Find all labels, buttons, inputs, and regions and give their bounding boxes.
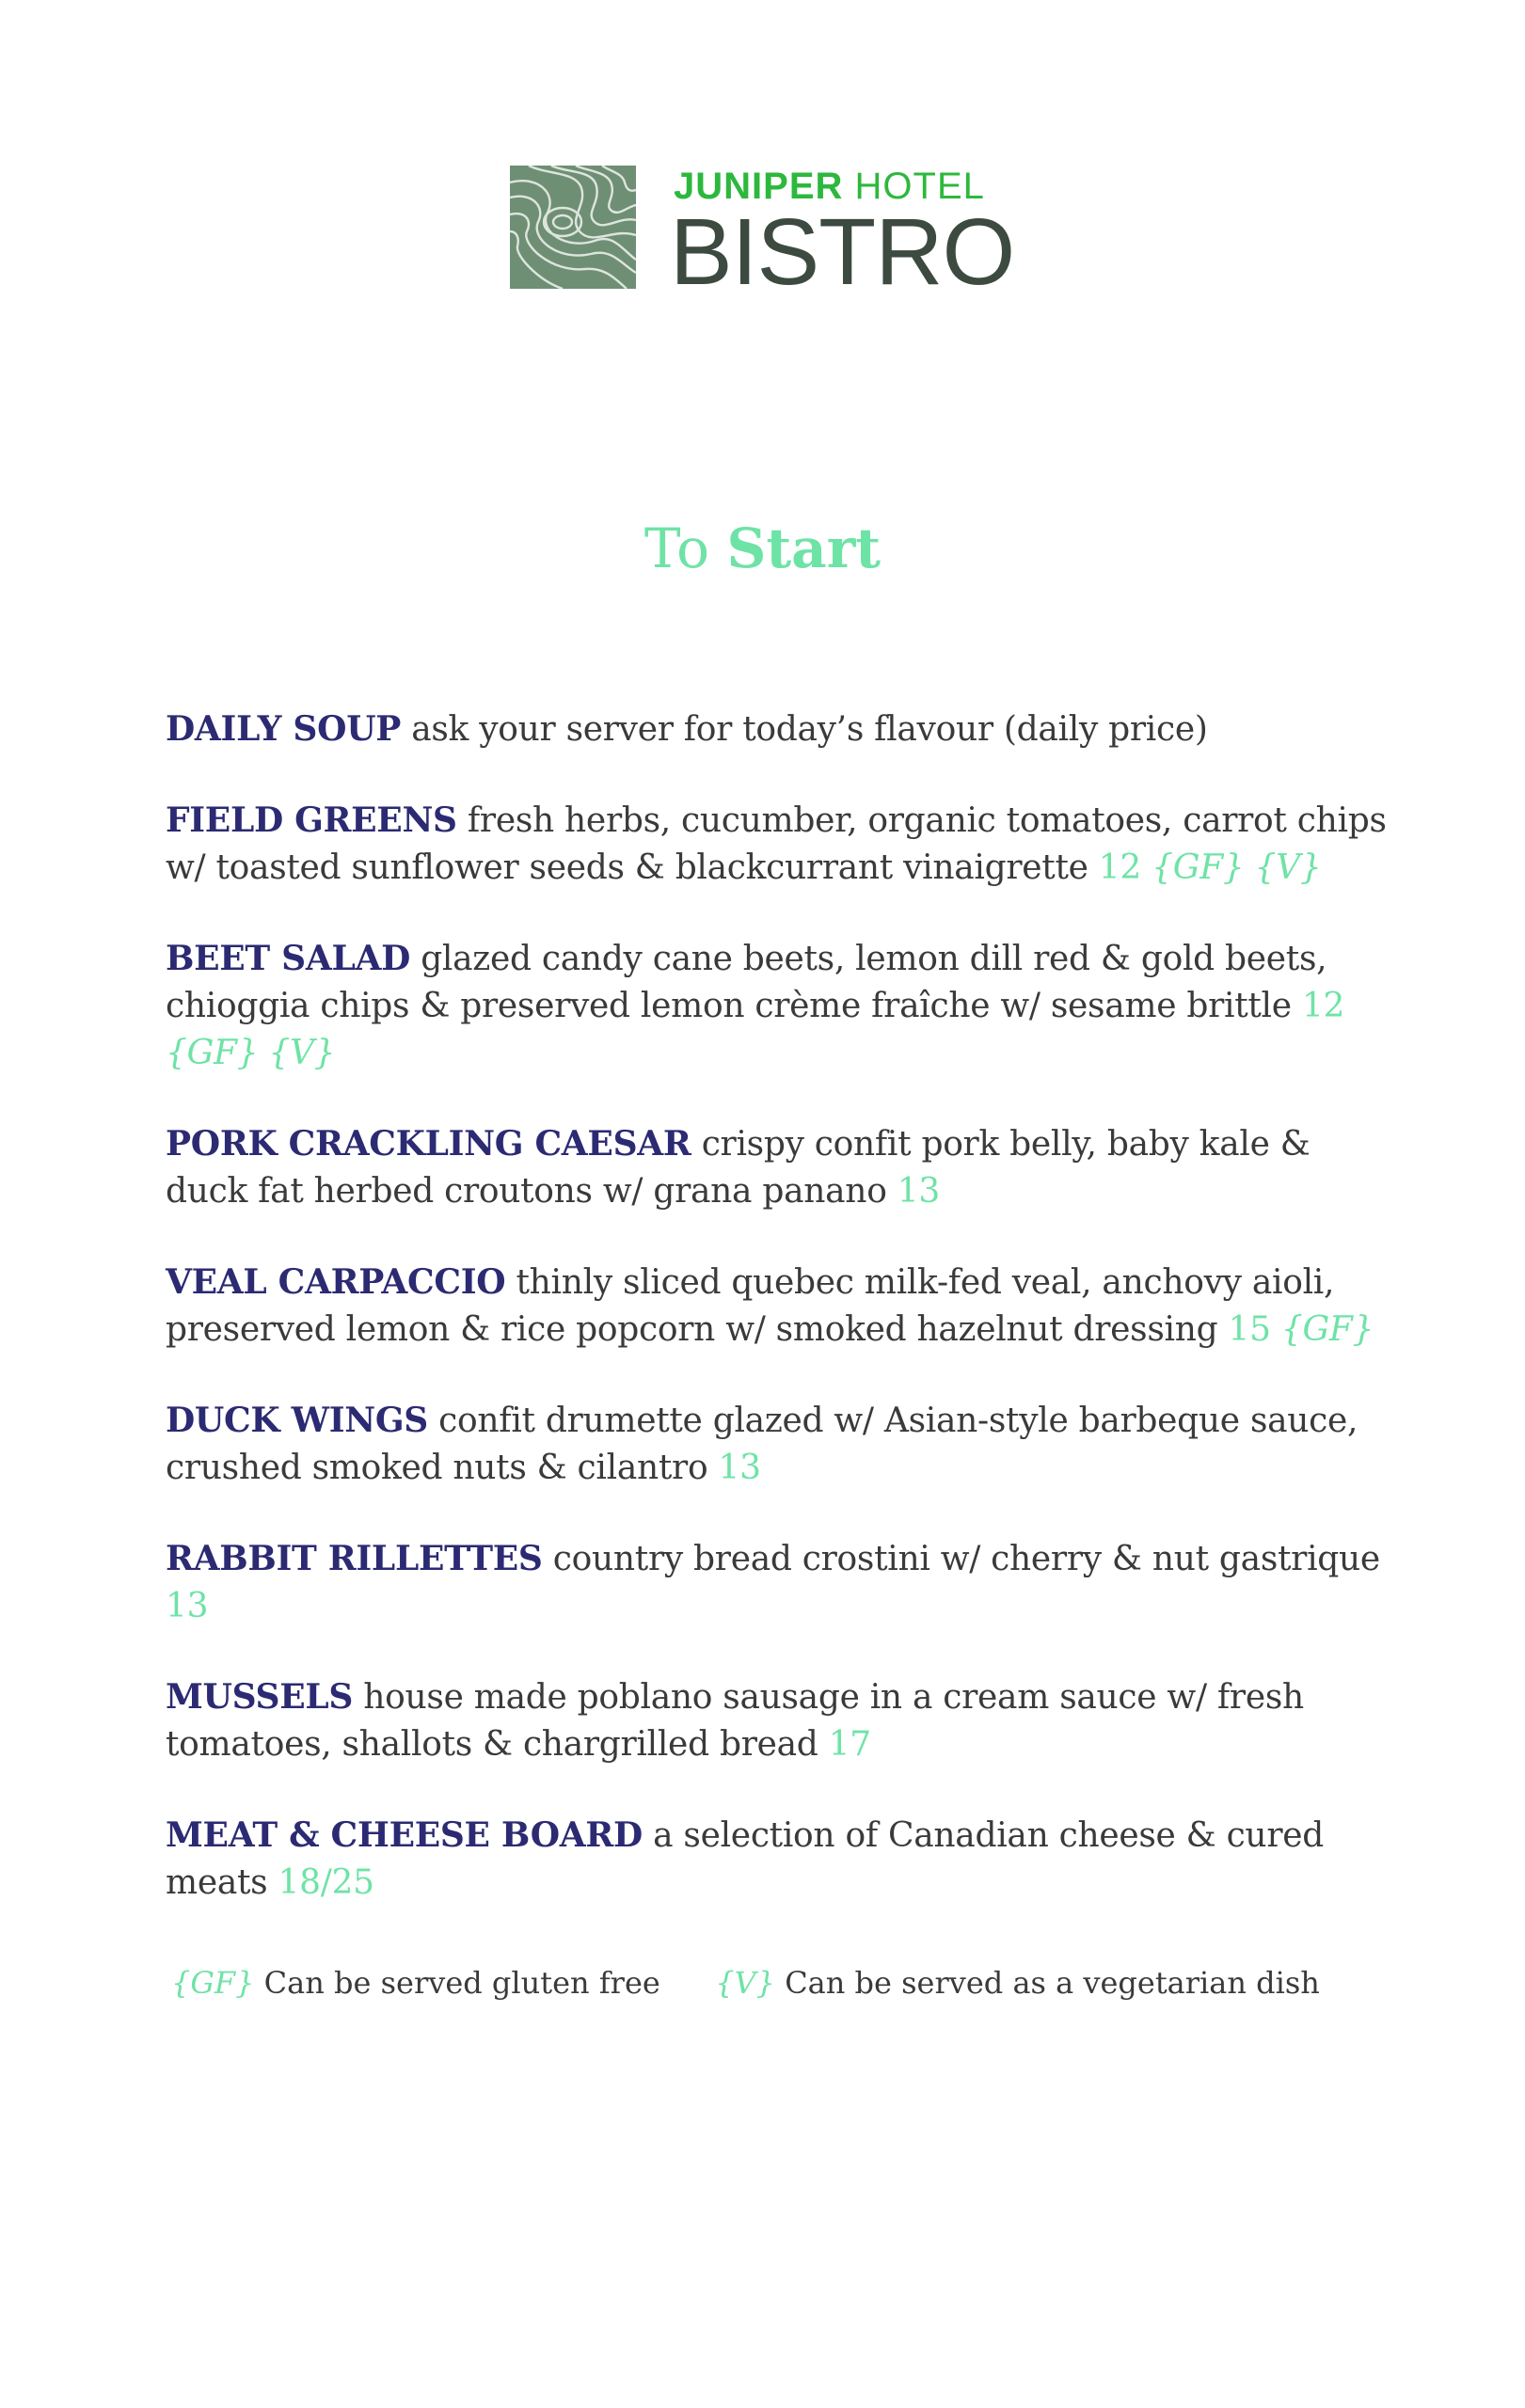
item-name: RABBIT RILLETTES bbox=[166, 1539, 543, 1578]
item-price: 17 bbox=[828, 1725, 871, 1764]
item-name: MEAT & CHEESE BOARD bbox=[166, 1815, 643, 1855]
menu-item-pork-crackling-caesar bbox=[166, 1120, 1389, 1215]
item-price: 15 bbox=[1228, 1310, 1271, 1349]
menu-list bbox=[166, 705, 1389, 1950]
item-description: country bread crostini w/ cherry & nut gastrique bbox=[552, 1540, 1380, 1578]
item-name: BEET SALAD bbox=[166, 939, 411, 978]
item-price: 13 bbox=[897, 1172, 940, 1211]
item-description: glazed candy cane beets, lemon dill red & gold beets, chioggia chips & preserved lemon crème fraîche w/ sesame brittle bbox=[166, 940, 1327, 1025]
brand-header bbox=[510, 164, 1018, 305]
menu-item-mussels bbox=[166, 1673, 1389, 1768]
item-name: MUSSELS bbox=[166, 1677, 354, 1717]
item-price: 12 bbox=[1301, 987, 1345, 1025]
item-description: fresh herbs, cucumber, organic tomatoes, carrot chips w/ toasted sunflower seeds & blackcurrant vinaigrette bbox=[166, 801, 1387, 887]
menu-item-beet-salad bbox=[166, 935, 1389, 1077]
item-description: ask your server for today’s flavour (daily price) bbox=[411, 710, 1208, 749]
item-price: 18/25 bbox=[278, 1863, 374, 1902]
item-dietary-tags: {GF} bbox=[1280, 1310, 1374, 1349]
item-description: thinly sliced quebec milk-fed veal, anchovy aioli, preserved lemon & rice popcorn w/ smoked hazelnut dressing bbox=[166, 1263, 1335, 1349]
legend-gf-tag: {GF} bbox=[171, 1965, 255, 2001]
menu-item-duck-wings bbox=[166, 1397, 1389, 1492]
brand-bistro: BISTRO bbox=[670, 199, 1015, 305]
item-price: 13 bbox=[718, 1449, 761, 1487]
menu-item-meat-cheese-board bbox=[166, 1812, 1389, 1907]
menu-item-daily-soup bbox=[166, 705, 1389, 753]
item-name: FIELD GREENS bbox=[166, 800, 457, 840]
item-name: DUCK WINGS bbox=[166, 1401, 429, 1440]
item-description: house made poblano sausage in a cream sauce w/ fresh tomatoes, shallots & chargrilled bread bbox=[166, 1678, 1304, 1764]
menu-item-field-greens bbox=[166, 797, 1389, 892]
item-name: DAILY SOUP bbox=[166, 709, 402, 749]
item-description: confit drumette glazed w/ Asian-style barbeque sauce, crushed smoked nuts & cilantro bbox=[166, 1402, 1358, 1487]
section-title-part1: To bbox=[643, 516, 710, 580]
brand-hotel: HOTEL bbox=[854, 166, 985, 207]
item-description: a selection of Canadian cheese & cured meats bbox=[166, 1816, 1324, 1902]
brand-juniper: JUNIPER bbox=[674, 166, 844, 207]
item-dietary-tags: {GF} {V} bbox=[1152, 848, 1322, 887]
legend-v-tag: {V} bbox=[715, 1965, 776, 2001]
item-name: PORK CRACKLING CAESAR bbox=[166, 1124, 691, 1164]
item-price: 13 bbox=[166, 1587, 209, 1625]
legend-v-text: Can be served as a vegetarian dish bbox=[785, 1965, 1320, 2001]
legend-gf-text: Can be served gluten free bbox=[263, 1965, 660, 2001]
menu-item-rabbit-rillettes bbox=[166, 1535, 1389, 1630]
item-name: VEAL CARPACCIO bbox=[166, 1262, 506, 1302]
section-title-part2: Start bbox=[726, 516, 882, 580]
section-title bbox=[0, 515, 1525, 581]
menu-item-veal-carpaccio bbox=[166, 1259, 1389, 1354]
item-description: crispy confit pork belly, baby kale & duck fat herbed croutons w/ grana panano bbox=[166, 1125, 1311, 1211]
dietary-legend bbox=[171, 1962, 1320, 2004]
topographic-contour-logo-icon bbox=[510, 166, 636, 289]
item-dietary-tags: {GF} {V} bbox=[166, 1034, 336, 1072]
item-price: 12 bbox=[1098, 848, 1141, 887]
